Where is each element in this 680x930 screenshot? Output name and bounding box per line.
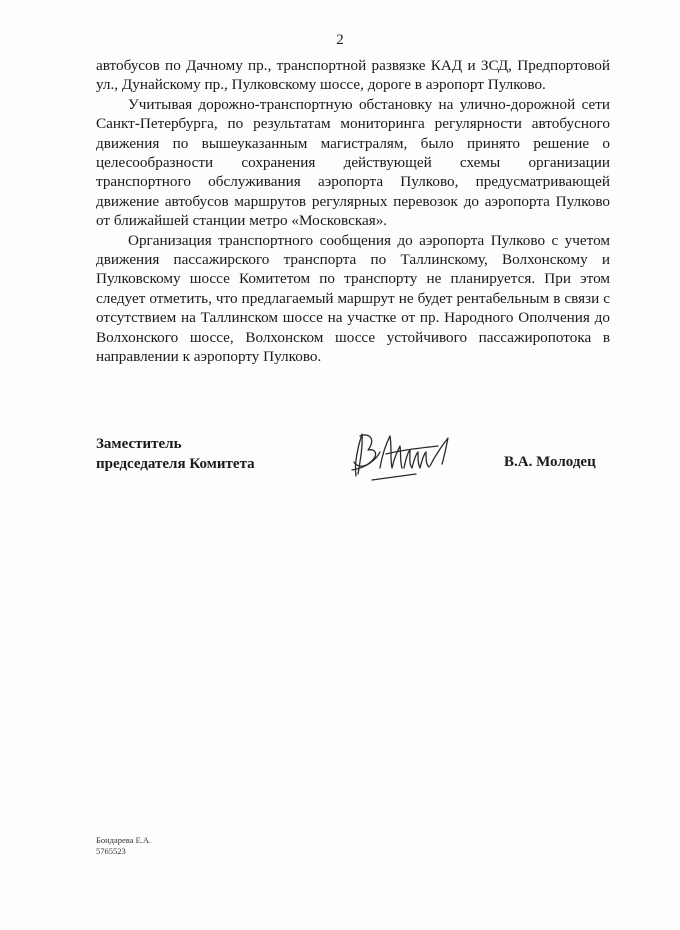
executor-phone: 5765523 bbox=[96, 846, 126, 856]
letter-body bbox=[96, 56, 610, 367]
paragraph-route-assessment: Организация транспортного сообщения до аэропорта Пулково с учетом движения пассажирского транспорта по Таллинскому, Волхонскому и Пулковскому шоссе Комитетом по транспорту не планируется. При этом следует отметить, что предлагаемый маршрут не будет рентабельным в связи с отсутствием на Таллинском шоссе на участке от пр. Народного Ополчения до Волхонского шоссе, Волхонском шоссе устойчивого пассажиропотока в направлении к аэропорту Пулково. bbox=[96, 231, 610, 366]
signatory-title-line2: председателя Комитета bbox=[96, 456, 255, 472]
signatory-name: В.А. Молодец bbox=[504, 454, 596, 470]
executor-footer bbox=[96, 835, 151, 857]
signatory-title bbox=[96, 434, 255, 474]
page-number: 2 bbox=[336, 32, 344, 48]
signatory-title-line1: Заместитель bbox=[96, 436, 182, 452]
handwritten-signature bbox=[346, 424, 458, 486]
executor-name: Бондарева Е.А. bbox=[96, 835, 152, 845]
paragraph-continuation: автобусов по Дачному пр., транспортной развязке КАД и ЗСД, Предпортовой ул., Дунайскому пр., Пулковскому шоссе, дороге в аэропорт Пулково. bbox=[96, 57, 610, 94]
paragraph-decision: Учитывая дорожно-транспортную обстановку на улично-дорожной сети Санкт-Петербурга, по результатам мониторинга регулярности автобусного движения по вышеуказанным магистралям, было принято решение о целесообразности сохранения действующей схемы организации транспортного обслуживания аэропорта Пулково, предусматривающей движение автобусов маршрутов регулярных перевозок до аэропорта Пулково от ближайшей станции метро «Московская». bbox=[96, 95, 610, 230]
